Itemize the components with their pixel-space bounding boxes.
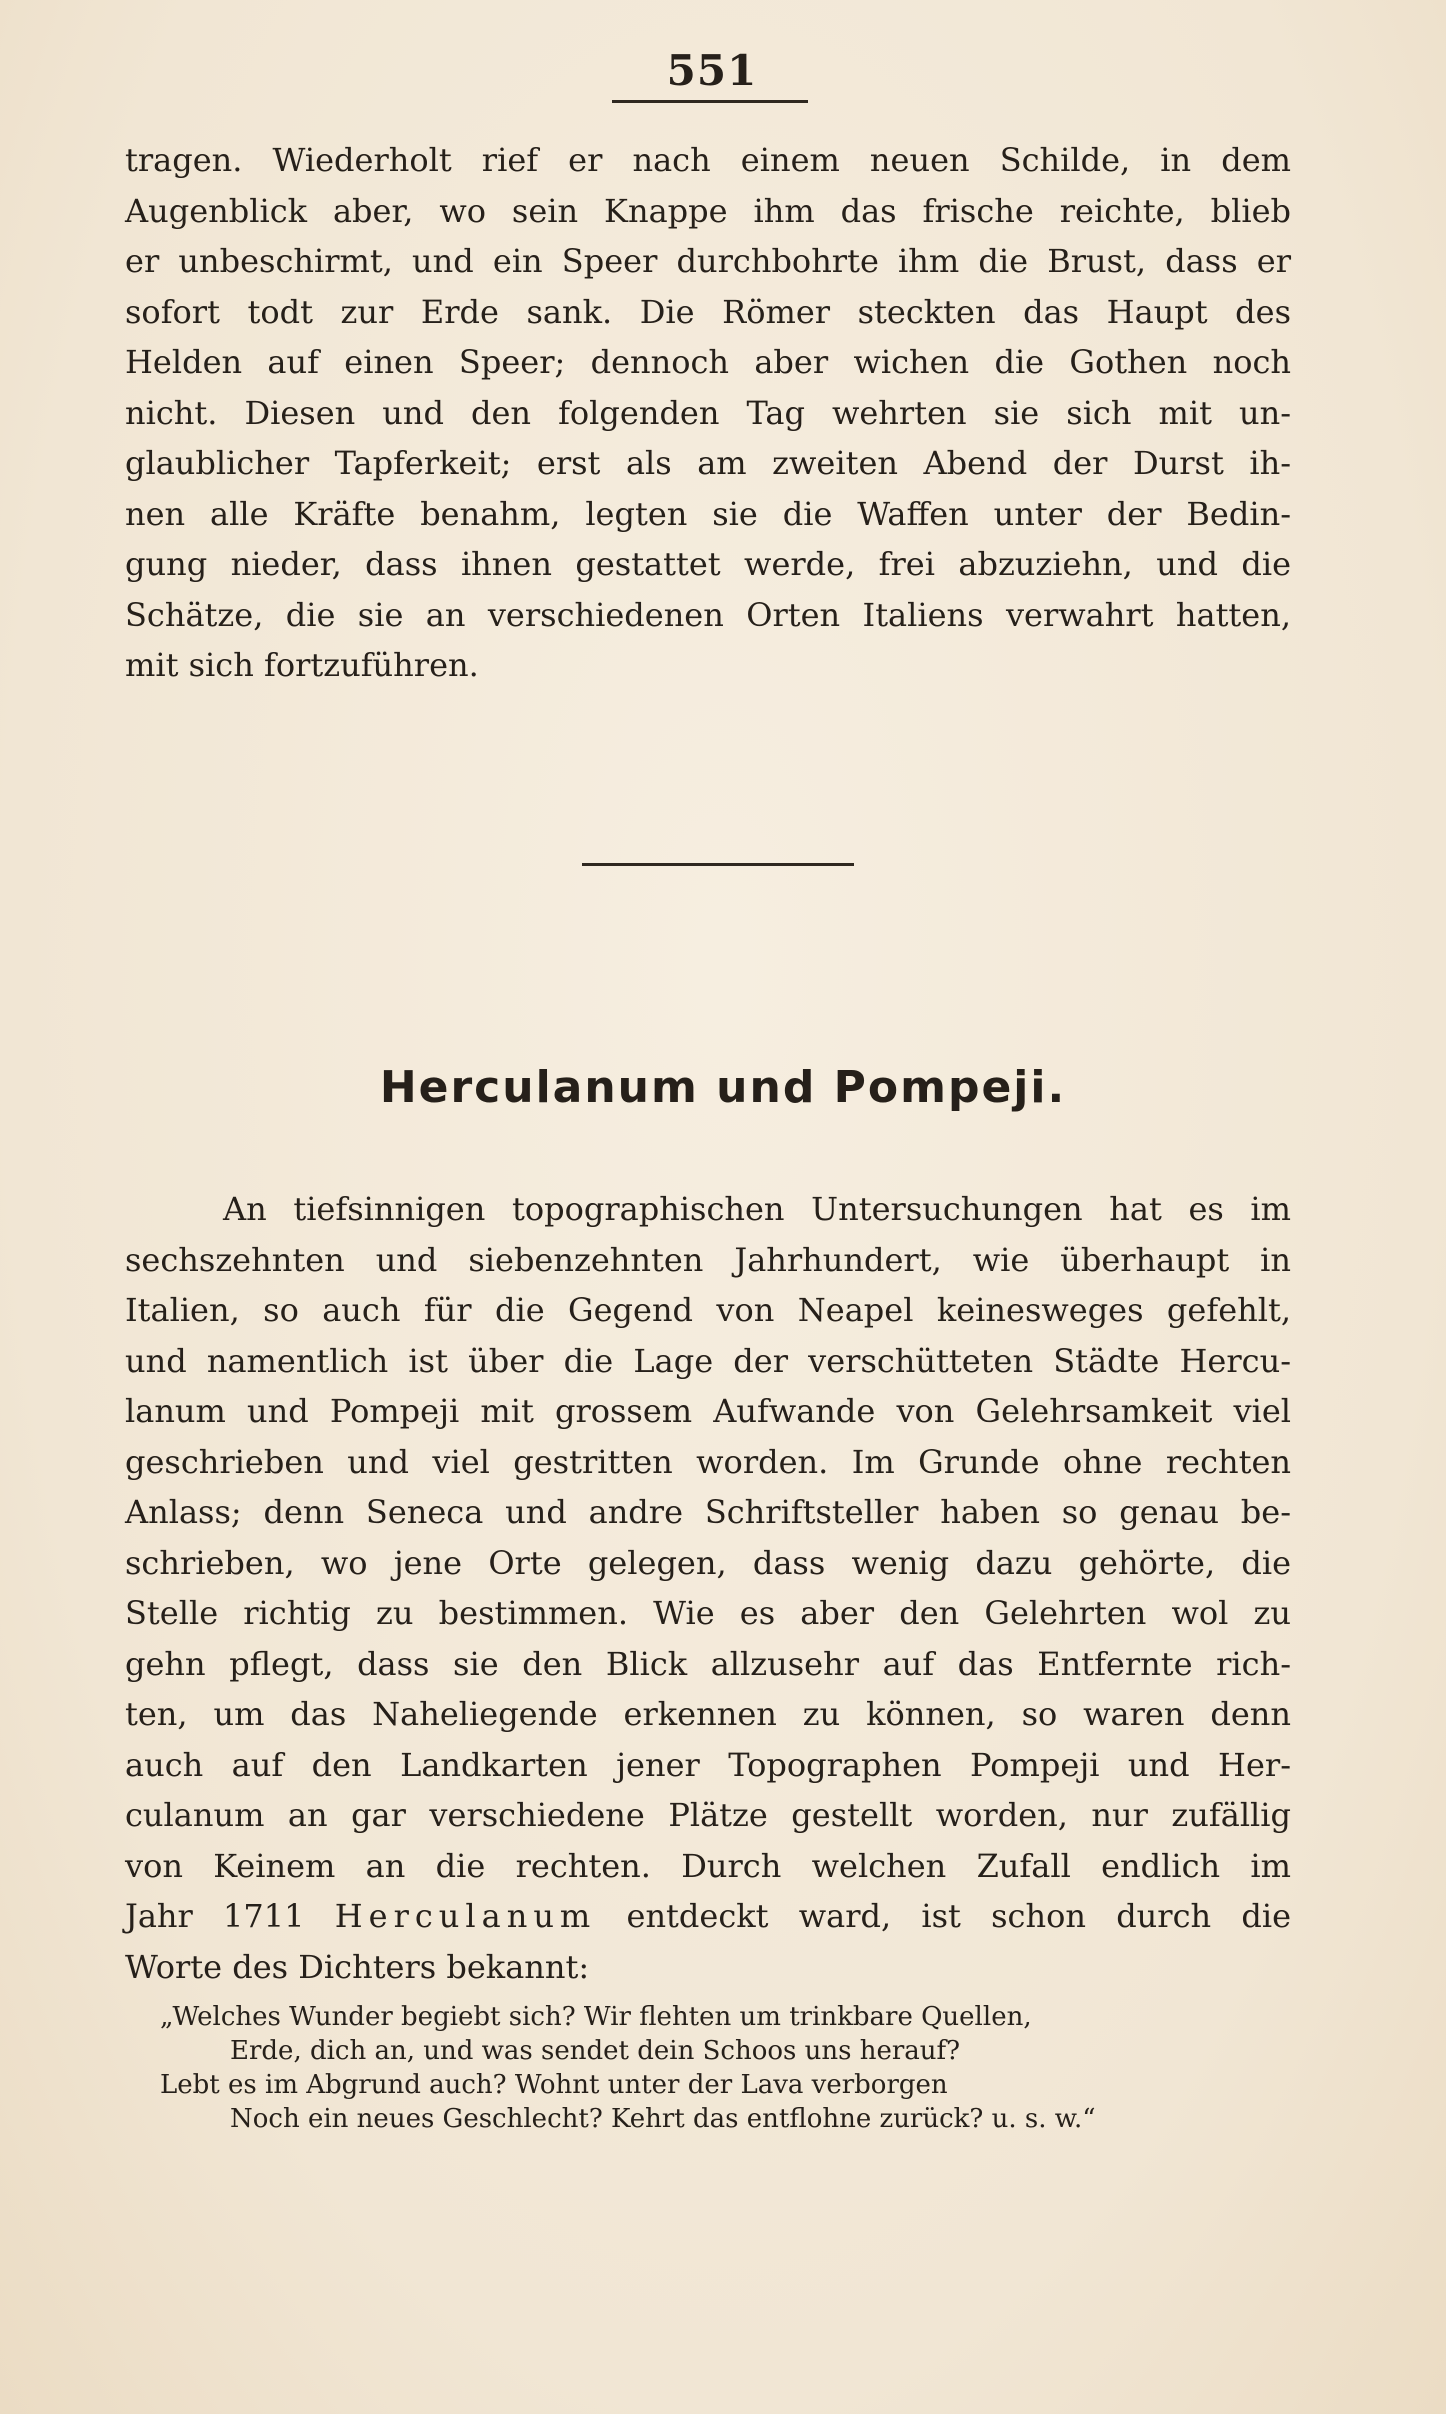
text-line: Helden auf einen Speer; dennoch aber wichen die Gothen noch (125, 343, 1291, 381)
text-line: Schätze, die sie an verschiedenen Orten Italiens verwahrt hatten, (125, 595, 1291, 634)
text-line: culanum an gar verschiedene Plätze gestellt worden, nur zufällig (125, 1796, 1291, 1834)
text-line: auch auf den Landkarten jener Topographen Pompeji und Her- (125, 1745, 1291, 1784)
text-line: tragen. Wiederholt rief er nach einem neuen Schilde, in dem (125, 141, 1291, 179)
section-divider (582, 863, 854, 866)
text-line: Augenblick aber, wo sein Knappe ihm das frische reichte, blieb (125, 191, 1291, 230)
text-line: lanum und Pompeji mit grossem Aufwande von Gelehrsamkeit viel (125, 1392, 1291, 1430)
text-line: ten, um das Naheliegende erkennen zu können, so waren denn (125, 1695, 1291, 1733)
text-line: glaublicher Tapferkeit; erst als am zweiten Abend der Durst ih- (125, 444, 1291, 482)
poem-line: Erde, dich an, und was sendet dein Schoos uns herauf? (230, 2036, 961, 2066)
text-line: er unbeschirmt, und ein Speer durchbohrte ihm die Brust, dass er (125, 242, 1291, 280)
poem-quote (160, 2000, 1280, 2136)
text-line: gung nieder, dass ihnen gestattet werde, frei abzuziehn, und die (125, 545, 1291, 583)
text-line: Stelle richtig zu bestimmen. Wie es aber den Gelehrten wol zu (125, 1594, 1291, 1632)
header-rule (612, 100, 808, 103)
text-prefix: Jahr 1711 (125, 1897, 305, 1935)
text-line: mit sich fortzuführen. (125, 646, 479, 684)
text-line: Worte des Dichters bekannt: (125, 1947, 590, 1986)
text-suffix: entdeckt ward, ist schon durch die (626, 1897, 1292, 1935)
text-line: nen alle Kräfte benahm, legten sie die Waffen unter der Bedin- (125, 494, 1291, 533)
text-line: von Keinem an die rechten. Durch welchen Zufall endlich im (125, 1846, 1291, 1885)
text-line: gehn pflegt, dass sie den Blick allzusehr auf das Entfernte rich- (125, 1644, 1291, 1683)
text-line: nicht. Diesen und den folgenden Tag wehrten sie sich mit un- (125, 393, 1291, 432)
page-number: 551 (666, 46, 758, 95)
text-line: und namentlich ist über die Lage der verschütteten Städte Hercu- (125, 1341, 1291, 1380)
paragraph-2 (125, 1184, 1291, 1992)
text-line-herculanum (125, 1891, 1291, 1942)
paragraph-1 (125, 135, 1291, 691)
section-title: Herculanum und Pompeji. (379, 1062, 1067, 1113)
poem-line: „Welches Wunder begiebt sich? Wir flehten um trinkbare Quellen, (160, 2002, 1032, 2032)
text-line: Italien, so auch für die Gegend von Neapel keinesweges gefehlt, (125, 1291, 1291, 1329)
text-line: An tiefsinnigen topographischen Untersuchungen hat es im (223, 1190, 1291, 1228)
text-line: geschrieben und viel gestritten worden. Im Grunde ohne rechten (125, 1442, 1291, 1481)
text-line: sechszehnten und siebenzehnten Jahrhundert, wie überhaupt in (125, 1240, 1291, 1279)
spaced-word: Herculanum (334, 1897, 597, 1935)
text-line: Anlass; denn Seneca und andre Schriftsteller haben so genau be- (125, 1493, 1291, 1531)
text-line: schrieben, wo jene Orte gelegen, dass wenig dazu gehörte, die (125, 1543, 1291, 1582)
poem-line: Lebt es im Abgrund auch? Wohnt unter der Lava verborgen (160, 2070, 948, 2100)
text-line: sofort todt zur Erde sank. Die Römer steckten das Haupt des (125, 292, 1291, 331)
poem-line: Noch ein neues Geschlecht? Kehrt das entflohne zurück? u. s. w.“ (230, 2104, 1096, 2134)
